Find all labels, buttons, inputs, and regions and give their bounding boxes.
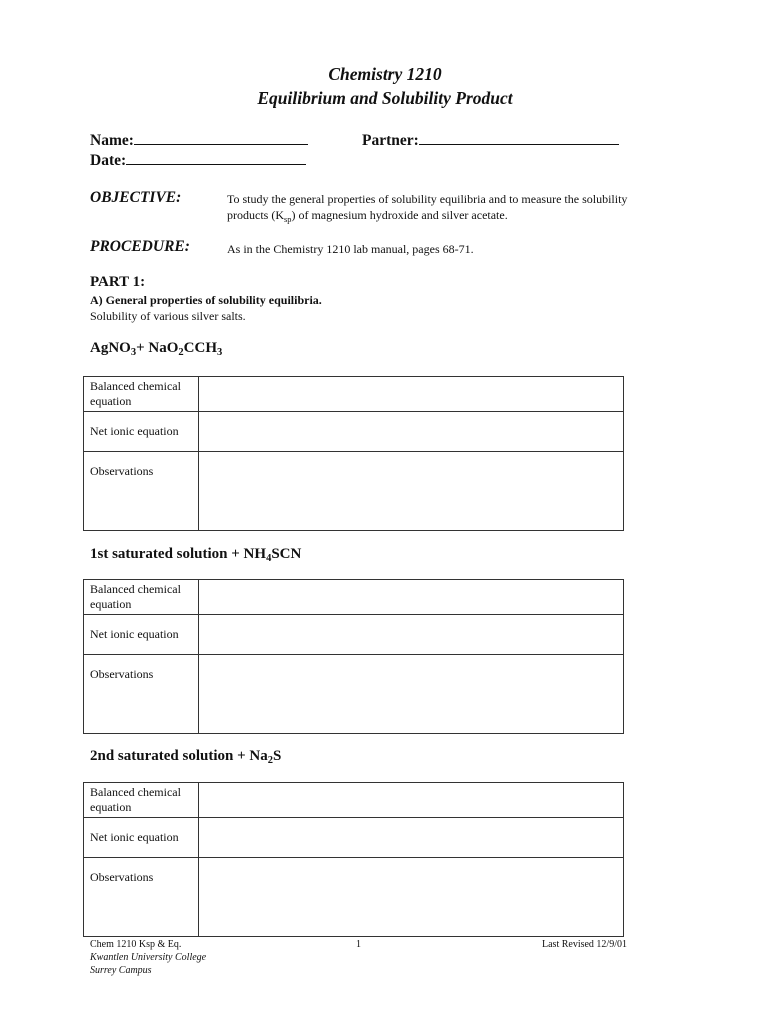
row-label: Balanced chemical equation (84, 783, 199, 818)
section2-table (83, 579, 624, 734)
table-row (84, 655, 624, 734)
row-label: Net ionic equation (84, 615, 199, 655)
part1-heading: PART 1: (90, 274, 146, 290)
table-row (84, 452, 624, 531)
answer-cell[interactable] (199, 580, 624, 615)
page-number: 1 (356, 939, 361, 950)
row-label: Observations (84, 655, 199, 734)
answer-cell[interactable] (199, 818, 624, 858)
date-field[interactable] (90, 150, 306, 170)
objective-label: OBJECTIVE: (90, 189, 182, 206)
answer-cell[interactable] (199, 858, 624, 937)
page-title: Chemistry 1210 (328, 64, 442, 84)
row-label: Balanced chemical equation (84, 580, 199, 615)
objective-line2: products $(K_{sp})$ of magnesium hydroxide and silver acetate. (227, 208, 508, 224)
name-label: Name: (90, 132, 134, 149)
footer-course: Chem 1210 Ksp & Eq. (90, 939, 182, 950)
section3-table (83, 782, 624, 937)
page-subtitle: Equilibrium and Solubility Product (257, 88, 513, 108)
table-row (84, 615, 624, 655)
partner-label: Partner: (362, 132, 419, 149)
table-row (84, 412, 624, 452)
row-label: Net ionic equation (84, 818, 199, 858)
partner-field[interactable] (362, 130, 619, 150)
table-row (84, 818, 624, 858)
footer-college: Kwantlen University College (90, 952, 207, 963)
section1-heading: AgNO$_3$+ $NaO_2CCH_3$ (90, 340, 223, 358)
section1-table (83, 376, 624, 531)
procedure-text: As in the Chemistry 1210 lab manual, pages 68-71. (227, 242, 474, 256)
row-label: Observations (84, 858, 199, 937)
table-row (84, 580, 624, 615)
answer-cell[interactable] (199, 783, 624, 818)
objective-line1: To study the general properties of solubility equilibria and to measure the solubility (227, 192, 628, 206)
row-label: Balanced chemical equation (84, 377, 199, 412)
section3-heading: 2nd saturated solution + $Na_2S$ (90, 748, 282, 766)
date-blank[interactable] (126, 150, 306, 165)
answer-cell[interactable] (199, 452, 624, 531)
answer-cell[interactable] (199, 412, 624, 452)
section2-heading: 1st saturated solution + $NH_4SCN$ (90, 546, 302, 564)
footer-left (90, 938, 206, 977)
part1-text: Solubility of various silver salts. (90, 309, 246, 323)
answer-cell[interactable] (199, 615, 624, 655)
objective-text (227, 191, 647, 223)
procedure-label: PROCEDURE: (90, 238, 190, 255)
name-field[interactable] (90, 130, 308, 150)
date-label: Date: (90, 152, 127, 169)
part1-subheading: A) General properties of solubility equilibria. (90, 293, 322, 307)
row-label: Net ionic equation (84, 412, 199, 452)
footer-revised: Last Revised 12/9/01 (542, 939, 627, 950)
answer-cell[interactable] (199, 377, 624, 412)
row-label: Observations (84, 452, 199, 531)
footer-campus: Surrey Campus (90, 965, 152, 976)
partner-blank[interactable] (419, 130, 619, 145)
table-row (84, 783, 624, 818)
table-row (84, 377, 624, 412)
answer-cell[interactable] (199, 655, 624, 734)
table-row (84, 858, 624, 937)
name-blank[interactable] (134, 130, 308, 145)
